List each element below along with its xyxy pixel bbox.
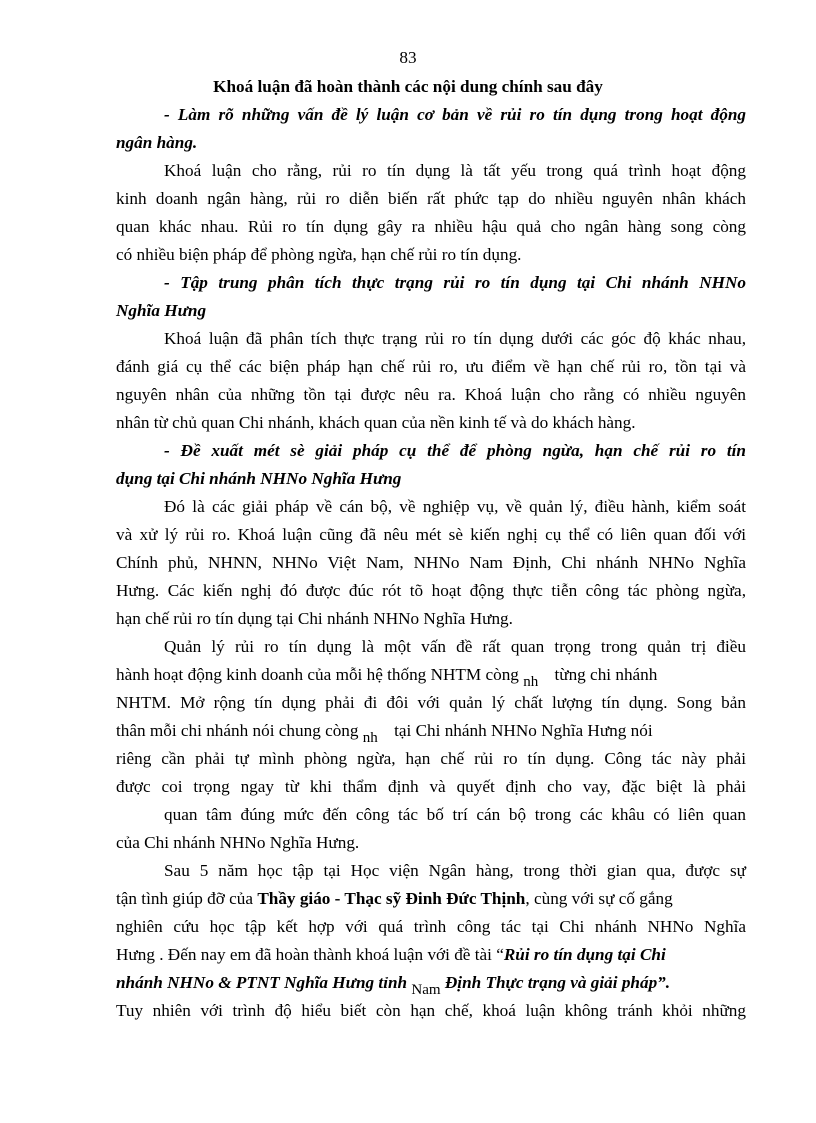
paragraph-5-line [116, 971, 746, 996]
page-number: 83 [399, 48, 417, 67]
paragraph-5-line-part: Hưng . Đến nay em đã hoàn thành khoá luận với đề tài “ [116, 945, 504, 964]
section-2-body-line: đánh giá cụ thể các biện pháp hạn chế rủi ro, ưu điểm về hạn chế rủi ro, tồn tại và [116, 357, 746, 376]
paragraph-5-line: nghiên cứu học tập kết hợp với quá trình công tác tại Chi nhánh NHNo Nghĩa [116, 917, 746, 936]
section-3-body-line: Chính phủ, NHNN, NHNo Việt Nam, NHNo Nam Định, Chi nhánh NHNo Nghĩa [116, 553, 746, 572]
thesis-title-subscript-fragment: Nam [411, 982, 441, 998]
section-1-body-line: kinh doanh ngân hàng, rủi ro diễn biến rất phức tạp do nhiều nguyên nhân khách [116, 189, 746, 208]
thesis-title-part: Rủi ro tín dụng tại Chi [503, 945, 666, 964]
paragraph-4-line: quan tâm đúng mức đến công tác bố trí cán bộ trong các khâu có liên quan [164, 805, 746, 824]
section-2-body-line: nhân từ chủ quan Chi nhánh, khách quan của nền kinh tế và do khách hàng. [116, 413, 636, 432]
paragraph-4-line-part: từng chi nhánh [554, 665, 658, 684]
paragraph-5-line-part: tận tình giúp đỡ của [116, 889, 258, 908]
section-3-title-line-2: dụng tại Chi nhánh NHNo Nghĩa Hưng [116, 469, 402, 488]
section-3-body-line: và xử lý rủi ro. Khoá luận cũng đã nêu mét sè kiến nghị cụ thể có liên quan đối với [116, 525, 746, 544]
paragraph-4-line-part: thân mỗi chi nhánh nói chung còng [116, 721, 359, 740]
section-2-body-line: Khoá luận đã phân tích thực trạng rủi ro tín dụng dưới các góc độ khác nhau, [164, 329, 746, 348]
paragraph-4-line: được coi trọng ngay từ khi thẩm định và quyết định cho vay, đặc biệt là phải [116, 777, 746, 796]
section-1-body-line: có nhiều biện pháp để phòng ngừa, hạn chế rủi ro tín dụng. [116, 245, 522, 264]
thesis-title-part: Định Thực trạng và giải pháp”. [440, 973, 671, 992]
paragraph-4-line: NHTM. Mở rộng tín dụng phải đi đôi với quản lý chất lượng tín dụng. Song bản [116, 693, 746, 712]
paragraph-4-line [116, 719, 746, 744]
section-1-body-line: Khoá luận cho rằng, rủi ro tín dụng là tất yếu trong quá trình hoạt động [164, 161, 746, 180]
section-1-title-line-1: - Làm rõ những vấn đề lý luận cơ bản về rủi ro tín dụng trong hoạt động [164, 105, 746, 124]
section-3-title-line-1: - Đề xuất mét sè giải pháp cụ thể để phòng ngừa, hạn chế rủi ro tín [164, 441, 746, 460]
paragraph-4-subscript-fragment: nh [523, 674, 539, 690]
section-1-body-line: quan khác nhau. Rủi ro tín dụng gây ra nhiều hậu quả cho ngân hàng song còng [116, 217, 746, 236]
section-3-body-line: hạn chế rủi ro tín dụng tại Chi nhánh NHNo Nghĩa Hưng. [116, 609, 513, 628]
section-3-body-line: Đó là các giải pháp về cán bộ, về nghiệp vụ, về quản lý, điều hành, kiểm soát [164, 497, 746, 516]
paragraph-5-line [116, 943, 746, 967]
paragraph-4-line: riêng cần phải tự mình phòng ngừa, hạn chế rủi ro tín dụng. Công tác này phải [116, 749, 746, 768]
paragraph-4-line-part: hành hoạt động kinh doanh của mỗi hệ thống NHTM còng [116, 665, 519, 684]
paragraph-4-line: Quản lý rủi ro tín dụng là một vấn đề rất quan trọng trong quản trị điều [164, 637, 746, 656]
section-1-title-line-2: ngân hàng. [116, 133, 198, 152]
thesis-title-part: nhánh NHNo & PTNT Nghĩa Hưng tỉnh [116, 973, 412, 992]
paragraph-5-line: Tuy nhiên với trình độ hiểu biết còn hạn chế, khoá luận không tránh khỏi những [116, 1001, 746, 1020]
section-2-title-line-1: - Tập trung phân tích thực trạng rủi ro tín dụng tại Chi nhánh NHNo [164, 273, 746, 292]
section-2-title-line-2: Nghĩa Hưng [116, 301, 207, 320]
supervisor-name: Thầy giáo - Thạc sỹ Đinh Đức Thịnh [257, 889, 526, 908]
paragraph-5-line [116, 887, 746, 911]
paragraph-4-subscript-fragment: nh [362, 730, 378, 746]
section-3-body-line: Hưng. Các kiến nghị đó được đúc rót tõ hoạt động thực tiễn công tác phòng ngừa, [116, 581, 746, 600]
summary-heading: Khoá luận đã hoàn thành các nội dung chính sau đây [213, 77, 603, 96]
section-2-body-line: nguyên nhân của những tồn tại được nêu ra. Khoá luận cho rằng có nhiều nguyên [116, 385, 746, 404]
paragraph-4-line [116, 663, 746, 688]
paragraph-5-line: Sau 5 năm học tập tại Học viện Ngân hàng, trong thời gian qua, được sự [164, 861, 746, 880]
paragraph-4-line-part: tại Chi nhánh NHNo Nghĩa Hưng nói [394, 721, 653, 740]
paragraph-5-line-part: , cùng với sự cố gắng [525, 889, 673, 908]
paragraph-4-line: của Chi nhánh NHNo Nghĩa Hưng. [116, 833, 360, 852]
